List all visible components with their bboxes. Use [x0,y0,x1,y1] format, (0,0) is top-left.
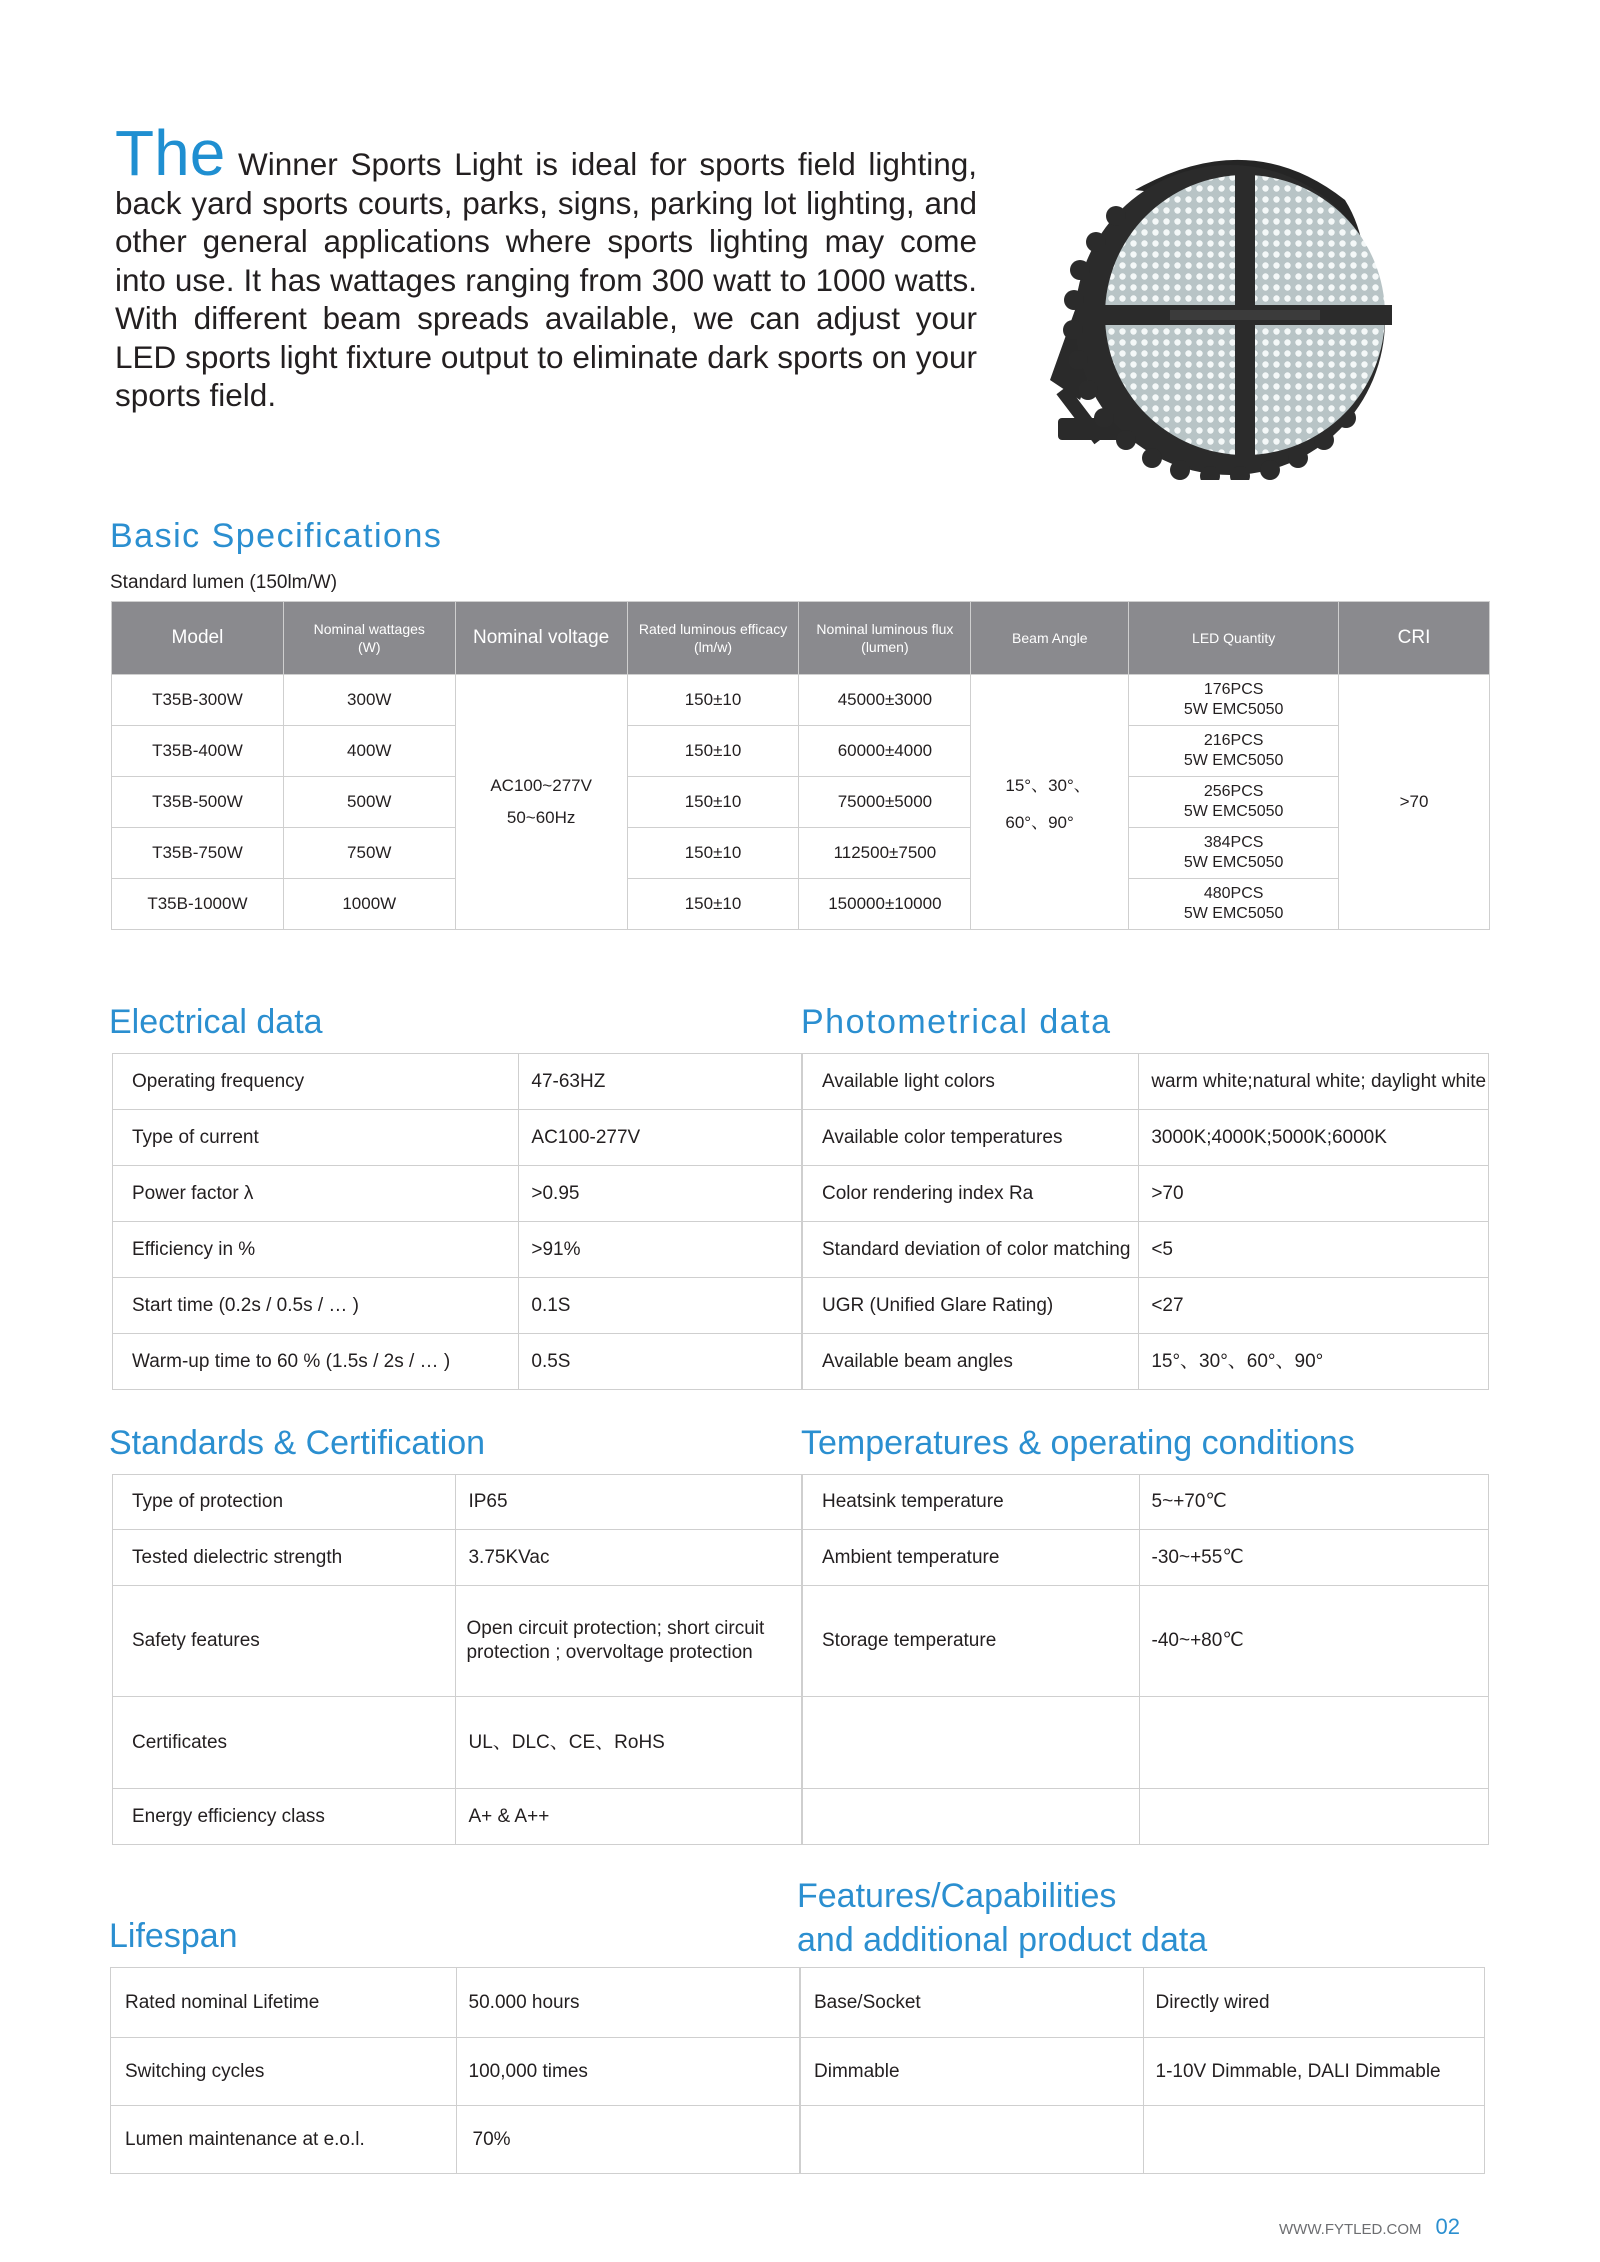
cell-led: 176PCS 5W EMC5050 [1129,675,1339,726]
cell-model: T35B-500W [112,777,284,828]
cell-watt: 400W [283,726,455,777]
header-led: LED Quantity [1129,602,1339,675]
row-value: IP65 [456,1475,802,1530]
cell-model: T35B-300W [112,675,284,726]
row-label: Power factor λ [113,1166,519,1222]
table-row [803,1586,1489,1697]
header-flux: Nominal luminous flux (lumen) [799,602,971,675]
row-label [801,2106,1144,2174]
cell-led: 256PCS 5W EMC5050 [1129,777,1339,828]
row-value: 15°、30°、60°、90° [1139,1334,1489,1390]
header-cri: CRI [1339,602,1490,675]
header-efficacy: Rated luminous efficacy (lm/w) [627,602,799,675]
row-label: Certificates [113,1697,456,1789]
row-label: Tested dielectric strength [113,1530,456,1586]
row-label [803,1697,1140,1789]
features-title: Features/Capabilities and additional product data [797,1877,1208,1959]
standards-table [112,1474,802,1845]
basic-spec-title: Basic Specifications [110,517,443,555]
table-row [803,1054,1489,1110]
table-row [113,1475,802,1530]
row-label: Base/Socket [801,1968,1144,2038]
table-row [113,1054,802,1110]
row-label: Lumen maintenance at e.o.l. [111,2106,457,2174]
row-label: Ambient temperature [803,1530,1140,1586]
basic-spec-table [111,601,1490,930]
cell-led: 480PCS 5W EMC5050 [1129,879,1339,930]
temperatures-title: Temperatures & operating conditions [801,1424,1355,1462]
row-label: Operating frequency [113,1054,519,1110]
row-value: 70% [456,2106,799,2174]
table-row [111,2106,800,2174]
row-label: Storage temperature [803,1586,1140,1697]
table-row [112,726,1490,777]
row-value: <5 [1139,1222,1489,1278]
header-wattage: Nominal wattages (W) [283,602,455,675]
row-value: AC100-277V [519,1110,802,1166]
sports-light-illustration [1040,150,1420,480]
product-image [1040,150,1420,480]
table-row [112,777,1490,828]
row-value: >91% [519,1222,802,1278]
row-label: Available light colors [803,1054,1139,1110]
row-value: 5~+70℃ [1139,1475,1488,1530]
photometrical-table [802,1053,1489,1390]
table-row [803,1334,1489,1390]
temperatures-table [802,1474,1489,1845]
basic-spec-subtitle: Standard lumen (150lm/W) [110,572,338,593]
cell-led: 216PCS 5W EMC5050 [1129,726,1339,777]
table-row [113,1110,802,1166]
table-row [111,1968,800,2038]
table-row [801,1968,1485,2038]
cell-efficacy: 150±10 [627,726,799,777]
table-row [112,675,1490,726]
cell-efficacy: 150±10 [627,675,799,726]
table-row [113,1334,802,1390]
row-value [1139,1789,1488,1845]
row-value [1143,2106,1484,2174]
spec-header-row [112,602,1490,675]
electrical-table [112,1053,802,1390]
cell-efficacy: 150±10 [627,777,799,828]
cell-watt: 300W [283,675,455,726]
standards-title: Standards & Certification [109,1424,486,1462]
cell-flux: 60000±4000 [799,726,971,777]
cell-efficacy: 150±10 [627,879,799,930]
table-row [113,1586,802,1697]
row-value [1139,1697,1488,1789]
row-value: 0.5S [519,1334,802,1390]
table-row [111,2038,800,2106]
table-row [113,1530,802,1586]
row-value: 1-10V Dimmable, DALI Dimmable [1143,2038,1484,2106]
table-row [113,1278,802,1334]
table-row [113,1166,802,1222]
row-value: -40~+80℃ [1139,1586,1488,1697]
row-value: -30~+55℃ [1139,1530,1488,1586]
cell-efficacy: 150±10 [627,828,799,879]
row-value: >0.95 [519,1166,802,1222]
cell-flux: 75000±5000 [799,777,971,828]
table-row [803,1789,1489,1845]
cell-watt: 750W [283,828,455,879]
table-row [113,1789,802,1845]
row-value: 100,000 times [456,2038,799,2106]
table-row [803,1166,1489,1222]
table-row [112,879,1490,930]
row-value: UL、DLC、CE、RoHS [456,1697,802,1789]
row-label: Efficiency in % [113,1222,519,1278]
row-label: Warm-up time to 60 % (1.5s / 2s / … ) [113,1334,519,1390]
row-label: Switching cycles [111,2038,457,2106]
row-value: 50.000 hours [456,1968,799,2038]
row-value: <27 [1139,1278,1489,1334]
row-label: Available beam angles [803,1334,1139,1390]
row-label: Color rendering index Ra [803,1166,1139,1222]
row-label: Rated nominal Lifetime [111,1968,457,2038]
cell-model: T35B-1000W [112,879,284,930]
table-row [113,1697,802,1789]
header-model: Model [112,602,284,675]
cell-model: T35B-400W [112,726,284,777]
photometrical-title: Photometrical data [801,1003,1112,1041]
cell-voltage: AC100~277V 50~60Hz [455,675,627,930]
table-row [113,1222,802,1278]
page-number: 02 [1435,2214,1460,2239]
row-label: Heatsink temperature [803,1475,1140,1530]
cell-beam: 15°、30°、 60°、90° [971,675,1129,930]
row-value: 0.1S [519,1278,802,1334]
cell-model: T35B-750W [112,828,284,879]
electrical-title: Electrical data [109,1003,323,1041]
table-row [112,828,1490,879]
intro-lead: The [115,117,226,189]
cell-flux: 150000±10000 [799,879,971,930]
header-voltage: Nominal voltage [455,602,627,675]
cell-watt: 1000W [283,879,455,930]
row-value: >70 [1139,1166,1489,1222]
table-row [801,2038,1485,2106]
row-value: Directly wired [1143,1968,1484,2038]
cell-cri: >70 [1339,675,1490,930]
row-label: Standard deviation of color matching [803,1222,1139,1278]
cell-flux: 45000±3000 [799,675,971,726]
row-value: 47-63HZ [519,1054,802,1110]
cell-flux: 112500±7500 [799,828,971,879]
row-label: Type of current [113,1110,519,1166]
table-row [803,1530,1489,1586]
cell-led: 384PCS 5W EMC5050 [1129,828,1339,879]
footer-url: WWW.FYTLED.COM [1279,2221,1422,2238]
row-label: UGR (Unified Glare Rating) [803,1278,1139,1334]
table-row [803,1697,1489,1789]
table-row [803,1110,1489,1166]
page-footer [1279,2214,1460,2240]
row-label: Safety features [113,1586,456,1697]
row-value: 3000K;4000K;5000K;6000K [1139,1110,1489,1166]
row-value: warm white;natural white; daylight white [1139,1054,1489,1110]
table-row [801,2106,1485,2174]
table-row [803,1475,1489,1530]
row-label: Dimmable [801,2038,1144,2106]
row-label [803,1789,1140,1845]
lifespan-title: Lifespan [109,1917,238,1955]
intro-paragraph [115,117,977,415]
row-label: Start time (0.2s / 0.5s / … ) [113,1278,519,1334]
row-label: Energy efficiency class [113,1789,456,1845]
cell-watt: 500W [283,777,455,828]
lifespan-table [110,1967,800,2174]
table-row [803,1222,1489,1278]
row-label: Type of protection [113,1475,456,1530]
row-label: Available color temperatures [803,1110,1139,1166]
header-beam: Beam Angle [971,602,1129,675]
row-value: 3.75KVac [456,1530,802,1586]
features-table [800,1967,1485,2174]
table-row [803,1278,1489,1334]
row-value: A+ & A++ [456,1789,802,1845]
row-value: Open circuit protection; short circuit protection ; overvoltage protection [456,1586,802,1697]
intro-body: Winner Sports Light is ideal for sports field lighting, back yard sports courts, parks, signs, parking lot lighting, and other general applications where sports lighting may come into use. It has wattages ranging from 300 watt to 1000 watts. With different beam spreads available, we can adjust your LED sports light fixture output to eliminate dark sports on your sports field. [115,146,977,413]
